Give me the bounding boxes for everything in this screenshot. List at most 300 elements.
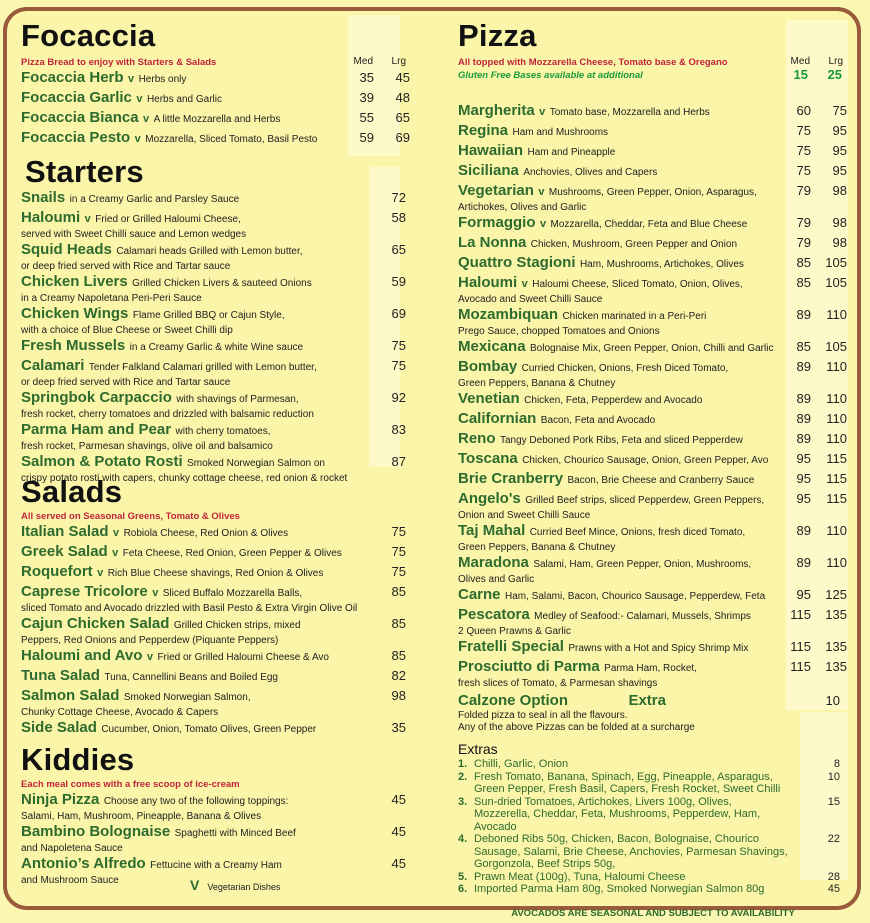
item-name: Taj Mahal [458, 522, 526, 539]
item-name: Parma Ham and Pear [21, 421, 172, 438]
item-price: 87 [391, 454, 406, 469]
item-description: Chicken, Feta, Pepperdew and Avocado [524, 395, 703, 406]
pizza-menu-item [458, 122, 848, 142]
salads-list [21, 523, 411, 739]
pizza-menu-item [458, 254, 848, 274]
item-name: Prosciutto di Parma [458, 658, 600, 675]
item-name: Focaccia Pesto [21, 129, 131, 146]
item-description: Bolognaise Mix, Green Pepper, Onion, Chilli and Garlic [530, 343, 774, 354]
item-price-med: 95 [796, 471, 811, 486]
item-price-lrg: 98 [832, 215, 847, 230]
vegetarian-marker: v [143, 113, 150, 125]
item-description: Prawns with a Hot and Spicy Shrimp Mix [568, 643, 749, 654]
vegetarian-marker: v [128, 73, 135, 85]
item-description: Bacon, Brie Cheese and Cranberry Sauce [567, 475, 755, 486]
item-name: Haloumi [458, 274, 518, 291]
item-description: Fried or Grilled Haloumi Cheese, [95, 214, 241, 225]
item-description: Bacon, Feta and Avocado [540, 415, 656, 426]
item-price-med: 79 [796, 183, 811, 198]
extras-item [458, 758, 848, 771]
pizza-med-header: Med [790, 56, 810, 67]
extras-item-number: 5. [458, 870, 468, 883]
kiddies-menu-item [21, 823, 411, 855]
item-price: 85 [391, 584, 406, 599]
item-name: Hawaiian [458, 142, 524, 159]
pizza-subtitle: All topped with Mozzarella Cheese, Tomato base & Oregano [458, 57, 728, 68]
starters-list [21, 189, 411, 485]
item-name: Maradona [458, 554, 529, 571]
starters-section [21, 154, 411, 484]
item-price-lrg: 125 [825, 587, 847, 602]
item-price-med: 75 [796, 163, 811, 178]
item-price: 59 [391, 274, 406, 289]
item-price: 92 [391, 390, 406, 405]
salad-menu-item [21, 719, 411, 739]
extras-section [458, 740, 848, 919]
item-price-lrg: 95 [832, 163, 847, 178]
item-description: Smoked Norwegian Salmon, [123, 692, 251, 703]
item-description: Rich Blue Cheese shavings, Red Onion & Olives [107, 568, 324, 579]
item-description: Grilled Chicken Livers & sauteed Onions [132, 278, 312, 289]
item-price: 83 [391, 422, 406, 437]
item-price-lrg: 98 [832, 183, 847, 198]
item-name: Snails [21, 189, 66, 206]
item-description: Parma Ham, Rocket, [604, 663, 697, 674]
item-price-lrg: 110 [826, 555, 847, 570]
pizza-title: Pizza [458, 18, 537, 53]
gluten-free-note: Gluten Free Bases available at additional [458, 70, 643, 81]
item-description: Calamari heads Grilled with Lemon butter, [116, 246, 303, 257]
vegetarian-marker: v [113, 527, 120, 539]
focaccia-subtitle: Pizza Bread to enjoy with Starters & Salads [21, 57, 217, 68]
salad-menu-item [21, 563, 411, 583]
item-name: Pescatora [458, 606, 530, 623]
vegetarian-marker: v [539, 218, 547, 230]
item-description: Tomato base, Mozzarella and Herbs [549, 107, 710, 118]
pizza-menu-item [458, 162, 848, 182]
vegetarian-legend-icon: V [190, 877, 200, 893]
item-price-med: 89 [796, 359, 811, 374]
item-name: Side Salad [21, 719, 97, 736]
item-price-med: 85 [796, 339, 811, 354]
focaccia-title: Focaccia [21, 18, 156, 53]
item-price: 72 [391, 190, 406, 205]
item-description-2: Onion and Sweet Chilli Sauce [458, 510, 591, 521]
item-price-lrg: 135 [825, 607, 847, 622]
item-name: Carne [458, 586, 501, 603]
pizza-section [458, 18, 848, 734]
item-description: Chicken, Chourico Sausage, Onion, Green Pepper, Avo [522, 455, 769, 466]
item-name: Ninja Pizza [21, 791, 100, 808]
pizza-menu-item [458, 358, 848, 390]
salad-menu-item [21, 543, 411, 563]
item-name: Squid Heads [21, 241, 112, 258]
gluten-free-lrg-price: 25 [827, 67, 842, 82]
vegetarian-marker: v [112, 547, 119, 559]
item-name: Bambino Bolognaise [21, 823, 171, 840]
extras-item-number: 1. [458, 758, 468, 770]
item-description-2: fresh slices of Tomato, & Parmesan shavings [458, 678, 658, 689]
item-description-2: Olives and Garlic [458, 574, 535, 585]
item-description: Medley of Seafood:- Calamari, Mussels, Shrimps [534, 611, 751, 622]
item-price: 75 [391, 564, 406, 579]
pizza-menu-item [458, 214, 848, 234]
item-description: Ham and Mushrooms [512, 127, 609, 138]
item-price-lrg: 110 [826, 307, 847, 322]
left-column [21, 18, 411, 887]
avocado-availability-note: AVOCADOS ARE SEASONAL AND SUBJECT TO AVAILABILITY [511, 907, 795, 919]
item-price: 35 [391, 720, 406, 735]
item-description-2: Salami, Ham, Mushroom, Pineapple, Banana & Olives [21, 811, 262, 822]
item-description: Chicken marinated in a Peri-Peri [562, 311, 707, 322]
item-name: Cajun Chicken Salad [21, 615, 170, 632]
pizza-menu-item [458, 338, 848, 358]
extras-item [458, 833, 848, 871]
extras-item-text: Sun-dried Tomatoes, Artichokes, Livers 100g, Olives, Mozzerella, Cheddar, Feta, Mushrooms, Pepperdew, Ham, Avocado [474, 795, 761, 833]
item-price-med: 35 [359, 70, 374, 85]
item-price-lrg: 45 [395, 70, 410, 85]
item-name: Fresh Mussels [21, 337, 126, 354]
pizza-menu-item [458, 554, 848, 586]
right-column [458, 18, 848, 919]
kiddies-list [21, 791, 411, 887]
item-price-lrg: 110 [826, 391, 847, 406]
item-price-med: 89 [796, 411, 811, 426]
item-name: Caprese Tricolore [21, 583, 148, 600]
item-description-2: fresh rocket, cherry tomatoes and drizzled with balsamic reduction [21, 409, 314, 420]
item-description: Mozzarella, Cheddar, Feta and Blue Cheese [550, 219, 748, 230]
pizza-menu-item [458, 490, 848, 522]
item-name: Focaccia Garlic [21, 89, 132, 106]
item-description: Salami, Ham, Green Pepper, Onion, Mushrooms, [533, 559, 752, 570]
item-price: 75 [391, 338, 406, 353]
item-price-med: 59 [359, 130, 374, 145]
item-price-med: 95 [796, 491, 811, 506]
focaccia-menu-item [21, 69, 411, 89]
pizza-menu-item [458, 606, 848, 638]
focaccia-menu-item [21, 109, 411, 129]
item-description: Mushrooms, Green Pepper, Onion, Asparagus, [548, 187, 757, 198]
item-name: Focaccia Bianca [21, 109, 139, 126]
starter-menu-item [21, 337, 411, 357]
item-description: Fettucine with a Creamy Ham [150, 860, 282, 871]
extras-list [458, 758, 848, 896]
extras-item-number: 6. [458, 883, 468, 895]
item-name: Mexicana [458, 338, 526, 355]
item-price: 45 [391, 856, 406, 871]
item-price: 98 [391, 688, 406, 703]
extras-item-price: 15 [827, 795, 840, 808]
starter-menu-item [21, 305, 411, 337]
item-description: Tuna, Cannellini Beans and Boiled Egg [104, 672, 278, 683]
item-price-med: 89 [796, 307, 811, 322]
item-price-lrg: 65 [395, 110, 410, 125]
item-price-med: 89 [796, 391, 811, 406]
item-price: 65 [391, 242, 406, 257]
item-description: Chicken, Mushroom, Green Pepper and Onion [530, 239, 738, 250]
item-description: Tangy Deboned Pork Ribs, Feta and sliced Pepperdew [499, 435, 743, 446]
extras-item-text: Chilli, Garlic, Onion [474, 758, 569, 770]
kiddies-menu-item [21, 791, 411, 823]
item-name: Brie Cranberry [458, 470, 564, 487]
vegetarian-marker: v [538, 186, 545, 198]
extras-item-text: Deboned Ribs 50g, Chicken, Bacon, Bolognaise, Chourico Sausage, Salami, Brie Cheese, Anchovies, Parmesan Shavings, Gorgonzola, Beef Strips 50g, [474, 833, 788, 870]
calzone-desc: Folded pizza to seal in all the flavours. [458, 710, 628, 721]
item-description: Grilled Chicken strips, mixed [173, 620, 301, 631]
item-name: Greek Salad [21, 543, 108, 560]
item-price: 69 [391, 306, 406, 321]
vegetarian-marker: v [152, 587, 159, 599]
item-price-med: 79 [796, 235, 811, 250]
item-price-lrg: 48 [395, 90, 410, 105]
item-price: 45 [391, 792, 406, 807]
item-name: Angelo's [458, 490, 521, 507]
item-price-med: 55 [359, 110, 374, 125]
item-name: Siciliana [458, 162, 519, 179]
salads-section [21, 474, 411, 744]
vegetarian-marker: v [146, 651, 153, 663]
item-price-med: 75 [796, 143, 811, 158]
salads-subtitle: All served on Seasonal Greens, Tomato & Olives [21, 511, 240, 522]
pizza-menu-item [458, 390, 848, 410]
kiddies-subtitle: Each meal comes with a free scoop of ice-cream [21, 779, 240, 790]
extras-item-number: 2. [458, 770, 468, 783]
item-name: Venetian [458, 390, 520, 407]
item-price-lrg: 95 [832, 123, 847, 138]
item-description: Anchovies, Olives and Capers [523, 167, 658, 178]
vegetarian-marker: v [97, 567, 104, 579]
item-price: 85 [391, 616, 406, 631]
item-description: in a Creamy Garlic and Parsley Sauce [69, 194, 240, 205]
salad-menu-item [21, 523, 411, 543]
item-description: with shavings of Parmesan, [176, 394, 299, 405]
item-description-2: in a Creamy Napoletana Peri-Peri Sauce [21, 293, 202, 304]
extras-item-text: Fresh Tomato, Banana, Spinach, Egg, Pineapple, Asparagus, Green Pepper, Fresh Basil, Capers, Fresh Rocket, Sweet Chilli [474, 770, 781, 795]
extras-item-text: Prawn Meat (100g), Tuna, Haloumi Cheese [474, 870, 686, 883]
item-price-lrg: 115 [826, 451, 847, 466]
item-description: Curried Beef Mince, Onions, fresh diced Tomato, [529, 527, 746, 538]
salad-menu-item [21, 667, 411, 687]
starter-menu-item [21, 389, 411, 421]
item-description-2: Chunky Cottage Cheese, Avocado & Capers [21, 707, 219, 718]
item-name: Vegetarian [458, 182, 534, 199]
gluten-free-med-price: 15 [793, 67, 808, 82]
vegetarian-marker: v [136, 93, 143, 105]
item-price-lrg: 105 [825, 275, 847, 290]
item-price-med: 89 [796, 523, 811, 538]
item-description-2: with a choice of Blue Cheese or Sweet Chilli dip [21, 325, 233, 336]
item-description-2: and Napoletena Sauce [21, 843, 123, 854]
item-name: Calamari [21, 357, 85, 374]
pizza-menu-item [458, 306, 848, 338]
item-description: Feta Cheese, Red Onion, Green Pepper & Olives [122, 548, 342, 559]
item-name: Springbok Carpaccio [21, 389, 172, 406]
item-description: Ham, Mushrooms, Artichokes, Olives [579, 259, 744, 270]
item-description: Ham and Pineapple [527, 147, 616, 158]
item-price-med: 115 [790, 659, 811, 674]
item-price-lrg: 98 [832, 235, 847, 250]
vegetarian-legend [190, 877, 280, 893]
item-name: Salmon & Potato Rosti [21, 453, 183, 470]
item-name: Haloumi [21, 209, 81, 226]
item-price: 58 [391, 210, 406, 225]
item-price-med: 115 [790, 607, 811, 622]
item-price: 85 [391, 648, 406, 663]
focaccia-section [21, 18, 411, 158]
extras-item-price: 10 [827, 770, 840, 783]
item-description: Herbs and Garlic [146, 94, 222, 105]
extras-item-price: 28 [827, 870, 840, 883]
focaccia-menu-item [21, 89, 411, 109]
item-description-2: Artichokes, Olives and Garlic [458, 202, 587, 213]
pizza-menu-item [458, 430, 848, 450]
item-description: A little Mozzarella and Herbs [153, 114, 281, 125]
item-price-lrg: 135 [825, 639, 847, 654]
pizza-lrg-header: Lrg [828, 56, 843, 67]
starters-title: Starters [25, 154, 144, 189]
item-price-med: 75 [796, 123, 811, 138]
item-price-med: 79 [796, 215, 811, 230]
pizza-menu-item [458, 450, 848, 470]
pizza-menu-item [458, 102, 848, 122]
extras-item [458, 883, 848, 896]
pizza-menu-item [458, 522, 848, 554]
extras-item-number: 4. [458, 833, 468, 845]
item-name: Reno [458, 430, 496, 447]
item-description: Haloumi Cheese, Sliced Tomato, Onion, Olives, [532, 279, 743, 290]
extras-item-number: 3. [458, 795, 468, 808]
item-price-lrg: 75 [832, 103, 847, 118]
starter-menu-item [21, 421, 411, 453]
item-name: Formaggio [458, 214, 536, 231]
starter-menu-item [21, 209, 411, 241]
item-name: Tuna Salad [21, 667, 100, 684]
item-description: Robiola Cheese, Red Onion & Olives [123, 528, 289, 539]
pizza-menu-item [458, 470, 848, 490]
item-name: Bombay [458, 358, 518, 375]
focaccia-lrg-header: Lrg [391, 56, 406, 67]
item-price-lrg: 115 [826, 491, 847, 506]
salad-menu-item [21, 615, 411, 647]
item-price: 45 [391, 824, 406, 839]
item-price-med: 95 [796, 451, 811, 466]
item-description-2: crispy potato rosti with capers, chunky cottage cheese, red onion & rocket [21, 473, 348, 484]
focaccia-med-header: Med [353, 56, 373, 67]
item-description: Fried or Grilled Haloumi Cheese & Avo [157, 652, 329, 663]
item-price-med: 115 [790, 639, 811, 654]
pizza-menu-item [458, 410, 848, 430]
item-description: Cucumber, Onion, Tomato Olives, Green Pepper [101, 724, 317, 735]
item-price: 75 [391, 544, 406, 559]
starter-menu-item [21, 273, 411, 305]
item-description-2: Peppers, Red Onions and Pepperdew (Piquante Peppers) [21, 635, 279, 646]
pizza-menu-item [458, 586, 848, 606]
item-name: Quattro Stagioni [458, 254, 576, 271]
item-description-2: or deep fried served with Rice and Tartar sauce [21, 377, 231, 388]
item-price-lrg: 105 [825, 255, 847, 270]
item-price-lrg: 110 [826, 411, 847, 426]
focaccia-menu-item [21, 129, 411, 149]
extras-item-price: 45 [827, 883, 840, 895]
item-price-med: 60 [796, 103, 811, 118]
calzone-desc-2: Any of the above Pizzas can be folded at a surcharge [458, 722, 695, 733]
extras-item [458, 796, 848, 834]
item-price-med: 89 [796, 555, 811, 570]
item-price-lrg: 110 [826, 359, 847, 374]
vegetarian-marker: v [539, 106, 546, 118]
salad-menu-item [21, 687, 411, 719]
extras-item-text: Imported Parma Ham 80g, Smoked Norwegian Salmon 80g [474, 883, 765, 895]
item-name: Mozambiquan [458, 306, 558, 323]
salad-menu-item [21, 647, 411, 667]
item-description-2: or deep fried served with Rice and Tartar sauce [21, 261, 231, 272]
item-name: Chicken Livers [21, 273, 128, 290]
item-price-lrg: 135 [825, 659, 847, 674]
item-name: Antonio’s Alfredo [21, 855, 146, 872]
vegetarian-marker: v [134, 133, 141, 145]
focaccia-list [21, 69, 411, 149]
pizza-menu-item [458, 658, 848, 690]
item-price: 82 [391, 668, 406, 683]
item-description: Herbs only [138, 74, 187, 85]
item-price-lrg: 115 [826, 471, 847, 486]
item-price-med: 85 [796, 255, 811, 270]
item-description-2: sliced Tomato and Avocado drizzled with Basil Pesto & Extra Virgin Olive Oil [21, 603, 358, 614]
item-price-lrg: 69 [395, 130, 410, 145]
calzone-name: Calzone Option [458, 692, 568, 709]
extras-item-price: 22 [827, 833, 840, 845]
salads-title: Salads [21, 474, 123, 509]
item-description: Curried Chicken, Onions, Fresh Diced Tomato, [521, 363, 729, 374]
extras-item-price: 8 [833, 758, 840, 770]
item-description: Choose any two of the following toppings: [103, 796, 289, 807]
item-name: Fratelli Special [458, 638, 564, 655]
item-name: Margherita [458, 102, 535, 119]
item-description: in a Creamy Garlic & white Wine sauce [129, 342, 304, 353]
item-description: Mozzarella, Sliced Tomato, Basil Pesto [145, 134, 318, 145]
starter-menu-item [21, 357, 411, 389]
pizza-menu-item [458, 234, 848, 254]
item-description-2: Green Peppers, Banana & Chutney [458, 542, 616, 553]
item-description: Sliced Buffalo Mozzarella Balls, [162, 588, 303, 599]
item-description-2: and Mushroom Sauce [21, 875, 119, 886]
item-description-2: fresh rocket, Parmesan shavings, olive oil and balsamico [21, 441, 273, 452]
pizza-menu-item [458, 274, 848, 306]
item-name: Regina [458, 122, 509, 139]
vegetarian-marker: v [521, 278, 528, 290]
item-name: Salmon Salad [21, 687, 120, 704]
vegetarian-legend-text: Vegetarian Dishes [207, 882, 281, 892]
item-description: with cherry tomatoes, [175, 426, 271, 437]
pizza-menu-item [458, 142, 848, 162]
vegetarian-marker: v [84, 213, 91, 225]
starter-menu-item [21, 189, 411, 209]
item-description: Grilled Beef strips, sliced Pepperdew, Green Peppers, [525, 495, 765, 506]
extras-item [458, 871, 848, 884]
item-name: Focaccia Herb [21, 69, 124, 86]
item-description: Ham, Salami, Bacon, Chourico Sausage, Pepperdew, Feta [504, 591, 766, 602]
item-price-lrg: 95 [832, 143, 847, 158]
item-name: Chicken Wings [21, 305, 129, 322]
calzone-option [458, 692, 848, 734]
item-price-med: 39 [359, 90, 374, 105]
item-price-lrg: 105 [825, 339, 847, 354]
item-price-lrg: 110 [826, 431, 847, 446]
item-price-lrg: 110 [826, 523, 847, 538]
item-description-2: Green Peppers, Banana & Chutney [458, 378, 616, 389]
item-name: Roquefort [21, 563, 93, 580]
kiddies-section [21, 742, 411, 887]
